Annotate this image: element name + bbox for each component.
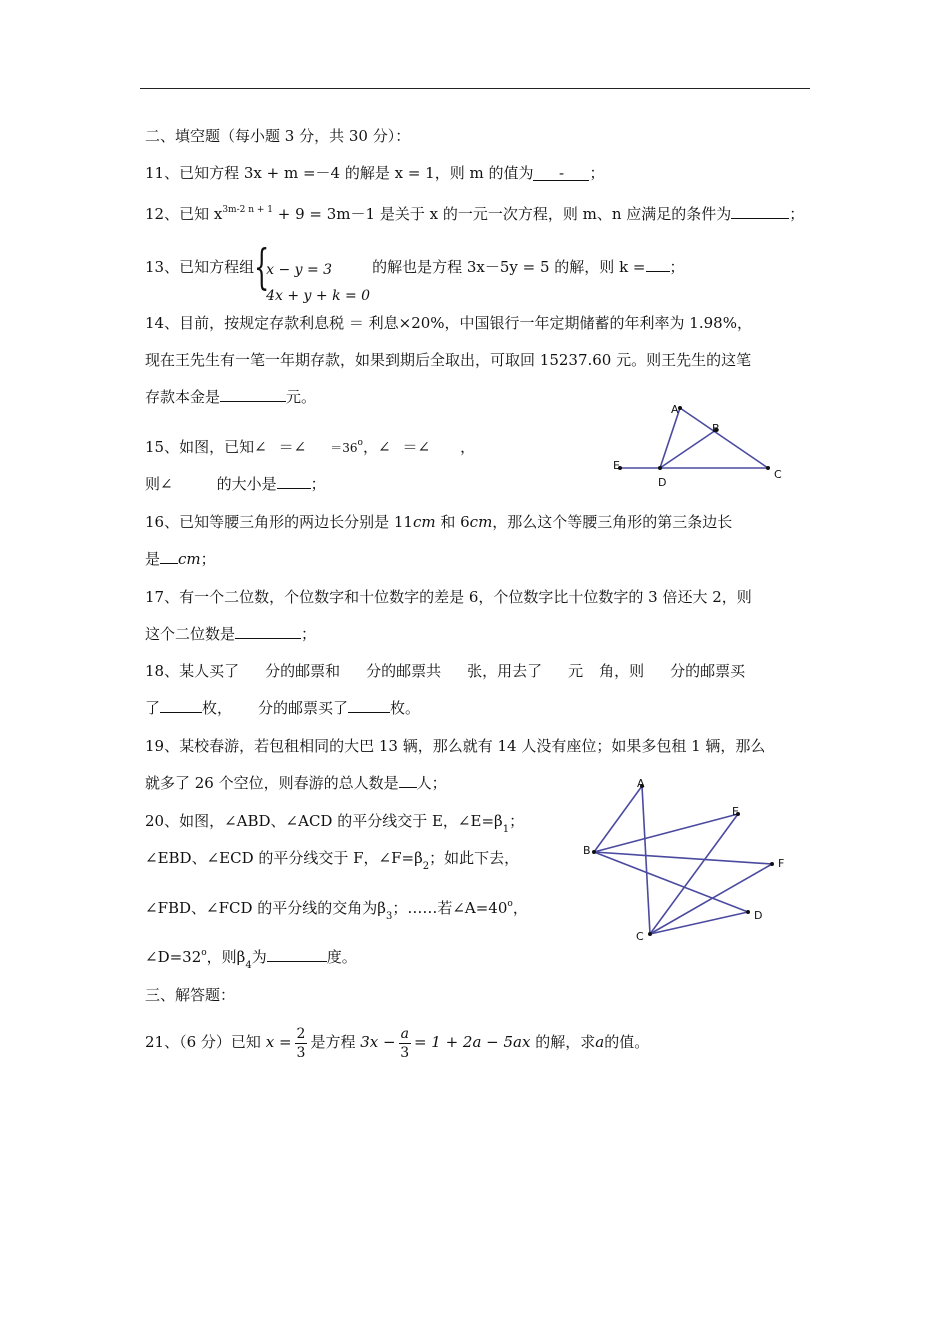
- question-21: 21、（6 分）已知 x = $\frac{2}{3}$ 是方程 3x − $\frac{a}{3}$ = 1 + 2a − 5ax 的解，求a的值。: [145, 1025, 650, 1061]
- answer-blank: [348, 698, 390, 713]
- question-13: 13、已知方程组 { x − y = 3 4x + y + k = 0 的解也是方程 3x－5y = 5 的解，则 k = ；: [145, 239, 685, 304]
- question-20-line-1: 20、如图，∠ABD、∠ACD 的平分线交于 E，$\angle E=\beta_1$；: [145, 812, 525, 835]
- question-19-line-1: 19、某校春游，若包租相同的大巴 13 辆，那么就有 14 人没有座位；如果多包租 1 辆，那么: [145, 737, 766, 755]
- header-rule: [140, 88, 810, 89]
- fraction-a-thirds: $\frac{a}{3}$: [400, 1025, 410, 1061]
- question-20-line-4: $\angle D=32^o$，则$\beta_4$为 度。: [145, 948, 357, 971]
- line-ce: [650, 814, 738, 934]
- line-db: [660, 430, 716, 468]
- label-e: E: [732, 805, 739, 818]
- question-18-line-1: 18、某人买了 分的邮票和 分的邮票共 张，用去了 元 角，则 分的邮票买: [145, 662, 746, 680]
- answer-blank: -: [533, 166, 589, 181]
- answer-blank: [267, 947, 327, 962]
- bisector-figure: [578, 772, 798, 944]
- answer-blank: [646, 257, 670, 272]
- section-heading-3: 三、解答题：: [145, 986, 236, 1004]
- triangle-figure: [608, 400, 798, 495]
- answer-blank: [160, 549, 178, 564]
- equation-system: { x − y = 3 4x + y + k = 0: [254, 239, 371, 304]
- label-f: F: [778, 857, 785, 870]
- question-16-line-2: 是 cm；: [145, 550, 216, 568]
- label-b: B: [583, 844, 591, 857]
- fraction-two-thirds: $\frac{2}{3}$: [296, 1025, 306, 1061]
- line-be: [594, 814, 738, 852]
- line-cf: [650, 864, 772, 934]
- question-16-line-1: 16、已知等腰三角形的两边长分别是 11cm 和 6cm，那么这个等腰三角形的第三条边长: [145, 513, 733, 531]
- question-17-line-1: 17、有一个二位数，个位数字和十位数字的差是 6，个位数字比十位数字的 3 倍还大 2，则: [145, 588, 752, 606]
- label-c: C: [636, 930, 644, 943]
- question-14-line-2: 现在王先生有一笔一年期存款，如果到期后全取出，可取回 15237.60 元。则王先生的这笔: [145, 351, 752, 369]
- answer-blank: [277, 474, 311, 489]
- question-11: 11、已知方程 3x + m =－4 的解是 x = 1，则 m 的值为 - ；: [145, 164, 605, 182]
- question-15-line-1: 15、如图，已知∠ ＝∠ $=36^o$，∠ ＝∠ ，: [145, 438, 476, 456]
- question-20-line-2: ∠EBD、∠ECD 的平分线交于 F，$\angle F=\beta_2$；如此下去，: [145, 849, 520, 872]
- label-d: D: [658, 476, 667, 489]
- label-a: A: [637, 777, 645, 790]
- answer-blank: [731, 204, 789, 219]
- line-ad: [660, 408, 680, 468]
- answer-blank: [160, 698, 202, 713]
- question-14-line-3: 存款本金是 元。: [145, 388, 317, 406]
- question-12: 12、已知 $x^{3m-2 n + 1} + 9 = 3m-1$ 是关于 x 的一元一次方程，则 m、n 应满足的条件为 ；: [145, 205, 805, 223]
- line-ab: [594, 786, 642, 852]
- answer-blank: [220, 387, 286, 402]
- line-ac: [642, 786, 650, 934]
- label-c: C: [774, 468, 782, 481]
- section-heading-2: 二、填空题（每小题 3 分，共 30 分）：: [145, 127, 411, 145]
- question-14-line-1: 14、目前，按规定存款利息税 ＝ 利息×20%，中国银行一年定期储蓄的年利率为 1.98%，: [145, 314, 752, 332]
- question-20-line-3: ∠FBD、∠FCD 的平分线的交角为$\beta_3$；……若$\angle A=40^o$，: [145, 899, 528, 922]
- label-d: D: [754, 909, 763, 922]
- line-ac: [680, 408, 768, 468]
- question-15-line-2: 则∠ 的大小是 ；: [145, 475, 326, 493]
- question-19-line-2: 就多了 26 个空位，则春游的总人数是 人；: [145, 774, 447, 792]
- label-e: E: [613, 459, 620, 472]
- answer-blank: [399, 773, 417, 788]
- question-17-line-2: 这个二位数是 ；: [145, 625, 317, 643]
- label-b: B: [712, 422, 720, 435]
- label-a: A: [671, 403, 679, 416]
- question-18-line-2: 了 枚， 分的邮票买了 枚。: [145, 699, 421, 717]
- answer-blank: [235, 624, 301, 639]
